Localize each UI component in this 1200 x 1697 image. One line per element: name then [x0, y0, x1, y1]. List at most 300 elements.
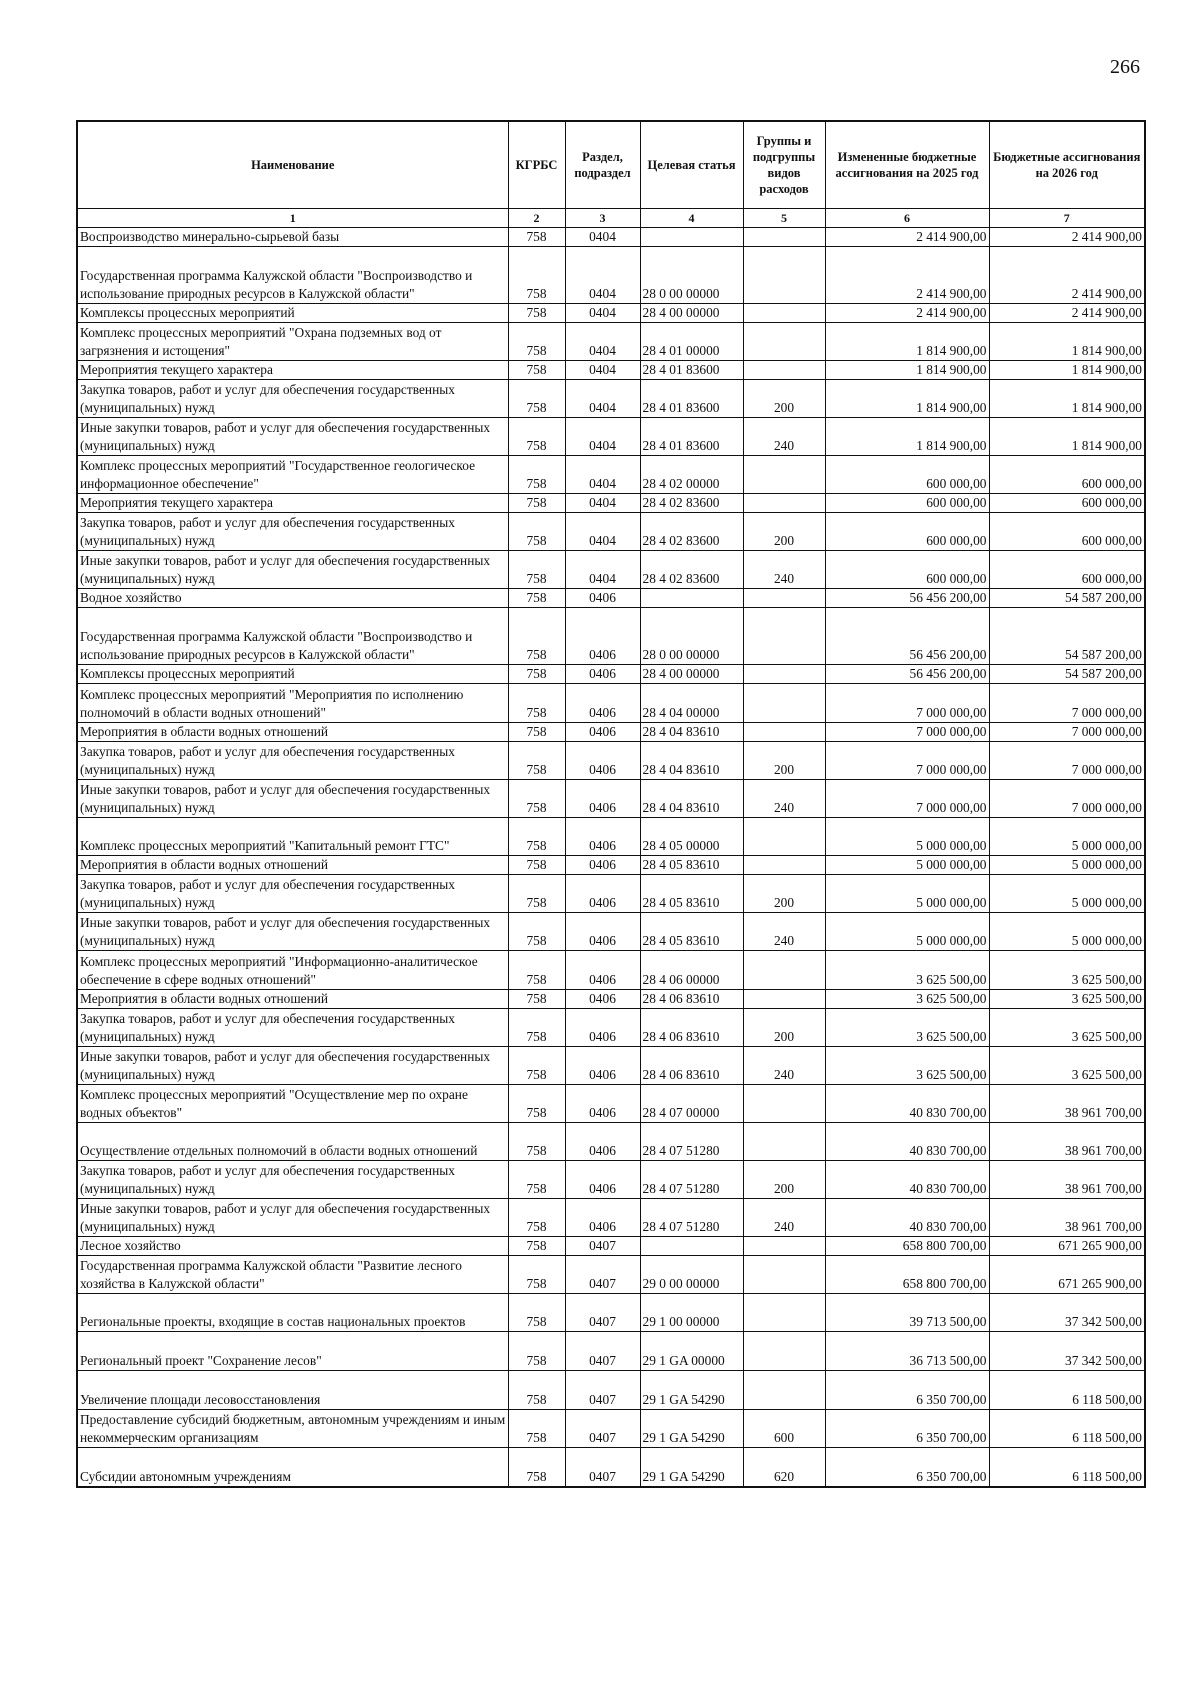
row-name: Иные закупки товаров, работ и услуг для обеспечения государственных (муниципальных) нужд — [77, 1047, 508, 1085]
row-target: 28 4 06 83610 — [640, 990, 743, 1009]
row-section: 0406 — [565, 818, 640, 856]
row-target: 28 4 05 00000 — [640, 818, 743, 856]
row-section: 0407 — [565, 1256, 640, 1294]
row-expense-type: 200 — [743, 1009, 825, 1047]
row-expense-type — [743, 494, 825, 513]
row-name: Комплекс процессных мероприятий "Осуществление мер по охране водных объектов" — [77, 1085, 508, 1123]
row-amount-2025: 1 814 900,00 — [825, 418, 989, 456]
row-kgrbs: 758 — [508, 1256, 565, 1294]
table-row — [77, 551, 1145, 589]
row-kgrbs: 758 — [508, 1371, 565, 1410]
row-amount-2026: 6 118 500,00 — [989, 1448, 1145, 1488]
row-target: 28 4 07 51280 — [640, 1161, 743, 1199]
table-row — [77, 304, 1145, 323]
row-amount-2026: 7 000 000,00 — [989, 684, 1145, 723]
row-expense-type — [743, 1123, 825, 1161]
row-kgrbs: 758 — [508, 990, 565, 1009]
row-section: 0406 — [565, 589, 640, 608]
row-name: Комплекс процессных мероприятий "Государственное геологическое информационное обеспечение" — [77, 456, 508, 494]
row-amount-2026: 7 000 000,00 — [989, 742, 1145, 780]
row-name: Предоставление субсидий бюджетным, автономным учреждениям и иным некоммерческим организациям — [77, 1410, 508, 1448]
column-number: 1 — [77, 209, 508, 228]
row-kgrbs: 758 — [508, 589, 565, 608]
row-kgrbs: 758 — [508, 228, 565, 247]
header-target: Целевая статья — [640, 121, 743, 209]
row-amount-2025: 2 414 900,00 — [825, 247, 989, 304]
row-kgrbs: 758 — [508, 780, 565, 818]
header-amount-2025: Измененные бюджетные ассигнования на 2025 год — [825, 121, 989, 209]
row-section: 0406 — [565, 1199, 640, 1237]
table-row — [77, 1256, 1145, 1294]
row-expense-type: 200 — [743, 513, 825, 551]
row-amount-2025: 40 830 700,00 — [825, 1161, 989, 1199]
row-amount-2025: 600 000,00 — [825, 494, 989, 513]
row-kgrbs: 758 — [508, 456, 565, 494]
table-row — [77, 1332, 1145, 1371]
row-target: 28 4 04 83610 — [640, 742, 743, 780]
row-kgrbs: 758 — [508, 723, 565, 742]
row-kgrbs: 758 — [508, 913, 565, 951]
row-section: 0404 — [565, 494, 640, 513]
row-amount-2025: 3 625 500,00 — [825, 1009, 989, 1047]
row-section: 0406 — [565, 856, 640, 875]
row-section: 0404 — [565, 361, 640, 380]
row-section: 0406 — [565, 780, 640, 818]
row-expense-type: 240 — [743, 780, 825, 818]
row-name: Иные закупки товаров, работ и услуг для обеспечения государственных (муниципальных) нужд — [77, 780, 508, 818]
row-name: Иные закупки товаров, работ и услуг для обеспечения государственных (муниципальных) нужд — [77, 551, 508, 589]
table-row — [77, 1237, 1145, 1256]
table-row — [77, 1410, 1145, 1448]
row-kgrbs: 758 — [508, 304, 565, 323]
row-amount-2025: 40 830 700,00 — [825, 1123, 989, 1161]
row-amount-2026: 3 625 500,00 — [989, 1047, 1145, 1085]
row-target: 28 4 05 83610 — [640, 913, 743, 951]
row-target: 28 4 00 00000 — [640, 665, 743, 684]
row-target: 28 4 01 83600 — [640, 380, 743, 418]
table-row — [77, 875, 1145, 913]
table-row — [77, 1047, 1145, 1085]
table-header-row — [77, 121, 1145, 209]
row-name: Комплексы процессных мероприятий — [77, 304, 508, 323]
row-amount-2026: 54 587 200,00 — [989, 665, 1145, 684]
row-target: 29 1 GA 54290 — [640, 1448, 743, 1488]
row-expense-type — [743, 361, 825, 380]
row-amount-2026: 37 342 500,00 — [989, 1332, 1145, 1371]
row-section: 0406 — [565, 1161, 640, 1199]
row-expense-type: 240 — [743, 1047, 825, 1085]
row-target: 28 4 00 00000 — [640, 304, 743, 323]
row-section: 0406 — [565, 951, 640, 990]
row-target: 28 4 05 83610 — [640, 875, 743, 913]
row-amount-2025: 6 350 700,00 — [825, 1448, 989, 1488]
row-amount-2025: 600 000,00 — [825, 456, 989, 494]
row-target: 29 0 00 00000 — [640, 1256, 743, 1294]
table-row — [77, 742, 1145, 780]
row-amount-2026: 5 000 000,00 — [989, 913, 1145, 951]
header-section: Раздел, подраздел — [565, 121, 640, 209]
table-row — [77, 665, 1145, 684]
row-expense-type: 200 — [743, 875, 825, 913]
table-row — [77, 723, 1145, 742]
row-amount-2025: 56 456 200,00 — [825, 589, 989, 608]
table-row — [77, 684, 1145, 723]
row-amount-2026: 671 265 900,00 — [989, 1237, 1145, 1256]
row-target — [640, 1237, 743, 1256]
row-target: 29 1 GA 00000 — [640, 1332, 743, 1371]
row-name: Закупка товаров, работ и услуг для обеспечения государственных (муниципальных) нужд — [77, 1161, 508, 1199]
row-name: Иные закупки товаров, работ и услуг для обеспечения государственных (муниципальных) нужд — [77, 418, 508, 456]
row-amount-2026: 6 118 500,00 — [989, 1371, 1145, 1410]
row-expense-type: 620 — [743, 1448, 825, 1488]
row-expense-type — [743, 723, 825, 742]
row-kgrbs: 758 — [508, 1161, 565, 1199]
row-kgrbs: 758 — [508, 1294, 565, 1332]
row-amount-2026: 7 000 000,00 — [989, 723, 1145, 742]
table-row — [77, 513, 1145, 551]
row-expense-type: 600 — [743, 1410, 825, 1448]
row-kgrbs: 758 — [508, 494, 565, 513]
row-target: 28 4 07 00000 — [640, 1085, 743, 1123]
row-kgrbs: 758 — [508, 684, 565, 723]
row-target: 28 4 01 83600 — [640, 418, 743, 456]
row-amount-2026: 1 814 900,00 — [989, 380, 1145, 418]
table-row — [77, 361, 1145, 380]
row-amount-2025: 1 814 900,00 — [825, 361, 989, 380]
table-row — [77, 818, 1145, 856]
table-row — [77, 247, 1145, 304]
row-name: Закупка товаров, работ и услуг для обеспечения государственных (муниципальных) нужд — [77, 1009, 508, 1047]
row-section: 0406 — [565, 684, 640, 723]
table-body — [77, 228, 1145, 1488]
header-expense-type: Группы и подгруппы видов расходов — [743, 121, 825, 209]
table-row — [77, 856, 1145, 875]
row-amount-2026: 5 000 000,00 — [989, 818, 1145, 856]
row-amount-2025: 6 350 700,00 — [825, 1410, 989, 1448]
header-kgrbs: КГРБС — [508, 121, 565, 209]
row-target: 28 4 02 83600 — [640, 513, 743, 551]
column-number: 6 — [825, 209, 989, 228]
row-amount-2026: 1 814 900,00 — [989, 361, 1145, 380]
row-section: 0407 — [565, 1448, 640, 1488]
row-name: Воспроизводство минерально-сырьевой базы — [77, 228, 508, 247]
row-kgrbs: 758 — [508, 323, 565, 361]
row-amount-2025: 658 800 700,00 — [825, 1237, 989, 1256]
row-expense-type — [743, 818, 825, 856]
row-section: 0404 — [565, 247, 640, 304]
row-expense-type — [743, 1371, 825, 1410]
row-amount-2026: 600 000,00 — [989, 456, 1145, 494]
row-amount-2026: 3 625 500,00 — [989, 1009, 1145, 1047]
row-target: 29 1 GA 54290 — [640, 1410, 743, 1448]
column-number-row — [77, 209, 1145, 228]
header-amount-2026: Бюджетные ассигнования на 2026 год — [989, 121, 1145, 209]
row-amount-2026: 5 000 000,00 — [989, 856, 1145, 875]
row-amount-2026: 38 961 700,00 — [989, 1123, 1145, 1161]
row-target — [640, 228, 743, 247]
row-target: 28 4 04 00000 — [640, 684, 743, 723]
row-expense-type: 200 — [743, 380, 825, 418]
row-target: 28 4 01 00000 — [640, 323, 743, 361]
row-name: Закупка товаров, работ и услуг для обеспечения государственных (муниципальных) нужд — [77, 742, 508, 780]
column-number: 2 — [508, 209, 565, 228]
row-section: 0404 — [565, 380, 640, 418]
table-row — [77, 1123, 1145, 1161]
row-amount-2026: 671 265 900,00 — [989, 1256, 1145, 1294]
row-expense-type: 240 — [743, 913, 825, 951]
table-row — [77, 323, 1145, 361]
row-expense-type — [743, 665, 825, 684]
header-name: Наименование — [77, 121, 508, 209]
row-kgrbs: 758 — [508, 1123, 565, 1161]
row-kgrbs: 758 — [508, 247, 565, 304]
row-kgrbs: 758 — [508, 608, 565, 665]
row-name: Субсидии автономным учреждениям — [77, 1448, 508, 1488]
row-kgrbs: 758 — [508, 1085, 565, 1123]
row-section: 0404 — [565, 228, 640, 247]
row-kgrbs: 758 — [508, 418, 565, 456]
row-amount-2025: 39 713 500,00 — [825, 1294, 989, 1332]
column-number: 5 — [743, 209, 825, 228]
row-kgrbs: 758 — [508, 1199, 565, 1237]
row-target — [640, 589, 743, 608]
row-target: 28 4 07 51280 — [640, 1199, 743, 1237]
row-amount-2026: 600 000,00 — [989, 551, 1145, 589]
row-name: Комплекс процессных мероприятий "Капитальный ремонт ГТС" — [77, 818, 508, 856]
row-name: Государственная программа Калужской области "Воспроизводство и использование природных ресурсов в Калужской области" — [77, 247, 508, 304]
row-target: 28 4 05 83610 — [640, 856, 743, 875]
row-amount-2025: 658 800 700,00 — [825, 1256, 989, 1294]
row-kgrbs: 758 — [508, 742, 565, 780]
table-row — [77, 1371, 1145, 1410]
row-target: 28 4 06 83610 — [640, 1047, 743, 1085]
budget-table — [76, 120, 1146, 1488]
row-kgrbs: 758 — [508, 361, 565, 380]
row-amount-2025: 7 000 000,00 — [825, 780, 989, 818]
row-expense-type: 240 — [743, 1199, 825, 1237]
row-kgrbs: 758 — [508, 1009, 565, 1047]
row-expense-type — [743, 323, 825, 361]
row-expense-type — [743, 1332, 825, 1371]
row-section: 0404 — [565, 456, 640, 494]
row-name: Региональный проект "Сохранение лесов" — [77, 1332, 508, 1371]
table-row — [77, 380, 1145, 418]
row-expense-type — [743, 228, 825, 247]
row-name: Водное хозяйство — [77, 589, 508, 608]
row-name: Иные закупки товаров, работ и услуг для обеспечения государственных (муниципальных) нужд — [77, 1199, 508, 1237]
row-amount-2025: 600 000,00 — [825, 551, 989, 589]
row-name: Государственная программа Калужской области "Воспроизводство и использование природных ресурсов в Калужской области" — [77, 608, 508, 665]
row-amount-2026: 600 000,00 — [989, 494, 1145, 513]
column-number: 4 — [640, 209, 743, 228]
row-kgrbs: 758 — [508, 1332, 565, 1371]
row-section: 0404 — [565, 551, 640, 589]
row-section: 0406 — [565, 608, 640, 665]
row-name: Комплекс процессных мероприятий "Мероприятия по исполнению полномочий в области водных отношений" — [77, 684, 508, 723]
row-amount-2025: 6 350 700,00 — [825, 1371, 989, 1410]
table-row — [77, 1085, 1145, 1123]
row-target: 29 1 GA 54290 — [640, 1371, 743, 1410]
table-row — [77, 913, 1145, 951]
row-section: 0406 — [565, 990, 640, 1009]
row-expense-type: 240 — [743, 551, 825, 589]
row-amount-2025: 2 414 900,00 — [825, 304, 989, 323]
column-number: 3 — [565, 209, 640, 228]
row-target: 28 0 00 00000 — [640, 247, 743, 304]
row-target: 28 0 00 00000 — [640, 608, 743, 665]
row-amount-2025: 2 414 900,00 — [825, 228, 989, 247]
row-amount-2026: 1 814 900,00 — [989, 323, 1145, 361]
row-expense-type — [743, 684, 825, 723]
row-expense-type — [743, 589, 825, 608]
row-target: 28 4 04 83610 — [640, 780, 743, 818]
row-name: Увеличение площади лесовосстановления — [77, 1371, 508, 1410]
row-target: 28 4 02 83600 — [640, 494, 743, 513]
row-section: 0407 — [565, 1237, 640, 1256]
row-target: 28 4 02 83600 — [640, 551, 743, 589]
row-name: Закупка товаров, работ и услуг для обеспечения государственных (муниципальных) нужд — [77, 513, 508, 551]
row-section: 0406 — [565, 723, 640, 742]
row-amount-2025: 36 713 500,00 — [825, 1332, 989, 1371]
row-expense-type — [743, 990, 825, 1009]
row-expense-type — [743, 1294, 825, 1332]
row-section: 0406 — [565, 1085, 640, 1123]
table-row — [77, 1448, 1145, 1488]
row-amount-2026: 1 814 900,00 — [989, 418, 1145, 456]
row-section: 0404 — [565, 418, 640, 456]
table-row — [77, 228, 1145, 247]
row-amount-2025: 1 814 900,00 — [825, 323, 989, 361]
row-name: Лесное хозяйство — [77, 1237, 508, 1256]
row-section: 0404 — [565, 513, 640, 551]
row-amount-2026: 2 414 900,00 — [989, 247, 1145, 304]
table-row — [77, 456, 1145, 494]
row-name: Комплексы процессных мероприятий — [77, 665, 508, 684]
row-amount-2025: 56 456 200,00 — [825, 665, 989, 684]
row-target: 28 4 06 83610 — [640, 1009, 743, 1047]
row-amount-2026: 5 000 000,00 — [989, 875, 1145, 913]
row-amount-2025: 5 000 000,00 — [825, 856, 989, 875]
row-target: 28 4 02 00000 — [640, 456, 743, 494]
row-amount-2025: 5 000 000,00 — [825, 818, 989, 856]
row-target: 28 4 06 00000 — [640, 951, 743, 990]
row-amount-2025: 56 456 200,00 — [825, 608, 989, 665]
row-amount-2026: 38 961 700,00 — [989, 1199, 1145, 1237]
row-section: 0406 — [565, 665, 640, 684]
row-amount-2025: 1 814 900,00 — [825, 380, 989, 418]
row-amount-2026: 3 625 500,00 — [989, 990, 1145, 1009]
row-target: 29 1 00 00000 — [640, 1294, 743, 1332]
row-expense-type: 240 — [743, 418, 825, 456]
row-section: 0404 — [565, 323, 640, 361]
row-section: 0407 — [565, 1371, 640, 1410]
table-row — [77, 780, 1145, 818]
row-amount-2025: 3 625 500,00 — [825, 951, 989, 990]
row-amount-2025: 7 000 000,00 — [825, 684, 989, 723]
row-amount-2026: 7 000 000,00 — [989, 780, 1145, 818]
row-name: Региональные проекты, входящие в состав национальных проектов — [77, 1294, 508, 1332]
row-expense-type — [743, 1237, 825, 1256]
row-amount-2025: 5 000 000,00 — [825, 875, 989, 913]
row-expense-type — [743, 608, 825, 665]
row-name: Мероприятия в области водных отношений — [77, 990, 508, 1009]
row-section: 0406 — [565, 1123, 640, 1161]
row-kgrbs: 758 — [508, 875, 565, 913]
table-row — [77, 951, 1145, 990]
table-row — [77, 990, 1145, 1009]
row-kgrbs: 758 — [508, 1237, 565, 1256]
row-expense-type: 200 — [743, 1161, 825, 1199]
table-row — [77, 1294, 1145, 1332]
row-amount-2026: 2 414 900,00 — [989, 228, 1145, 247]
row-expense-type — [743, 1256, 825, 1294]
table-row — [77, 589, 1145, 608]
row-target: 28 4 07 51280 — [640, 1123, 743, 1161]
row-amount-2026: 2 414 900,00 — [989, 304, 1145, 323]
row-amount-2026: 3 625 500,00 — [989, 951, 1145, 990]
table-row — [77, 608, 1145, 665]
row-kgrbs: 758 — [508, 1448, 565, 1488]
row-amount-2026: 6 118 500,00 — [989, 1410, 1145, 1448]
row-amount-2026: 38 961 700,00 — [989, 1161, 1145, 1199]
row-amount-2025: 40 830 700,00 — [825, 1199, 989, 1237]
row-section: 0406 — [565, 913, 640, 951]
row-name: Закупка товаров, работ и услуг для обеспечения государственных (муниципальных) нужд — [77, 380, 508, 418]
row-name: Комплекс процессных мероприятий "Информационно-аналитическое обеспечение в сфере водных отношений" — [77, 951, 508, 990]
row-amount-2026: 38 961 700,00 — [989, 1085, 1145, 1123]
row-kgrbs: 758 — [508, 380, 565, 418]
row-section: 0406 — [565, 1047, 640, 1085]
row-name: Закупка товаров, работ и услуг для обеспечения государственных (муниципальных) нужд — [77, 875, 508, 913]
table-row — [77, 1161, 1145, 1199]
row-kgrbs: 758 — [508, 513, 565, 551]
row-expense-type — [743, 304, 825, 323]
row-section: 0407 — [565, 1294, 640, 1332]
column-number: 7 — [989, 209, 1145, 228]
row-section: 0406 — [565, 875, 640, 913]
row-expense-type — [743, 856, 825, 875]
row-amount-2025: 3 625 500,00 — [825, 1047, 989, 1085]
row-name: Иные закупки товаров, работ и услуг для обеспечения государственных (муниципальных) нужд — [77, 913, 508, 951]
table-row — [77, 1199, 1145, 1237]
row-section: 0404 — [565, 304, 640, 323]
row-kgrbs: 758 — [508, 818, 565, 856]
row-kgrbs: 758 — [508, 551, 565, 589]
page-number: 266 — [1110, 56, 1140, 78]
row-expense-type — [743, 1085, 825, 1123]
row-name: Мероприятия в области водных отношений — [77, 856, 508, 875]
row-amount-2025: 600 000,00 — [825, 513, 989, 551]
row-amount-2026: 37 342 500,00 — [989, 1294, 1145, 1332]
row-kgrbs: 758 — [508, 1410, 565, 1448]
table-row — [77, 418, 1145, 456]
row-name: Осуществление отдельных полномочий в области водных отношений — [77, 1123, 508, 1161]
row-kgrbs: 758 — [508, 856, 565, 875]
row-expense-type — [743, 456, 825, 494]
table-row — [77, 494, 1145, 513]
row-amount-2025: 3 625 500,00 — [825, 990, 989, 1009]
row-target: 28 4 04 83610 — [640, 723, 743, 742]
row-kgrbs: 758 — [508, 1047, 565, 1085]
row-amount-2025: 7 000 000,00 — [825, 723, 989, 742]
row-section: 0407 — [565, 1332, 640, 1371]
row-amount-2025: 7 000 000,00 — [825, 742, 989, 780]
row-name: Мероприятия текущего характера — [77, 361, 508, 380]
row-name: Мероприятия текущего характера — [77, 494, 508, 513]
row-expense-type — [743, 247, 825, 304]
row-name: Мероприятия в области водных отношений — [77, 723, 508, 742]
row-name: Государственная программа Калужской области "Развитие лесного хозяйства в Калужской области" — [77, 1256, 508, 1294]
